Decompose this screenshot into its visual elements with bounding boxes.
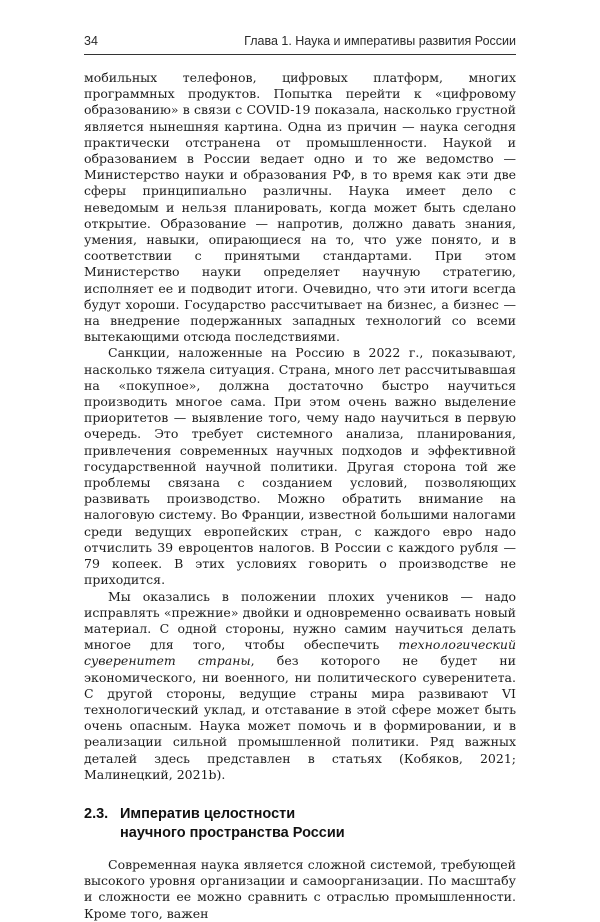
emphasized-phrase: технологический суверенитет страны (84, 637, 516, 669)
page-number: 34 (84, 34, 98, 48)
paragraph-3 (84, 589, 516, 783)
page-body (84, 70, 516, 922)
section-title-line-1: Императив целостности (120, 805, 296, 822)
chapter-title: Глава 1. Наука и императивы развития России (244, 34, 516, 48)
header-divider (84, 54, 516, 55)
section-number: 2.3. (84, 805, 109, 822)
paragraph-3-start: Мы оказались в положении плохих учеников — надо исправлять «прежние» двойки и одновременно осваивать новый материал. С одной стороны, нужно самим научиться делать многое для того, чтобы обеспечить (84, 588, 516, 653)
paragraph-1: мобильных телефонов, цифровых платформ, многих программных продуктов. Попытка перейти к «цифровому образованию» в связи с COVID-19 показала, насколько грустной является нынешняя картина. Одна из причин — наука сегодня практически отстранена от промышленности. Наукой и образованием в России ведает одно и то же ведомство — Министерство науки и образования РФ, в то время как эти две сферы принципиально различны. Наука имеет дело с неведомым и нельзя планировать, когда может быть сделано открытие. Образование — напротив, должно давать знания, умения, навыки, опирающиеся на то, что уже понято, и в соответствии с принятыми стандартами. При этом Министерство науки определяет научную стратегию, исполняет ее и подводит итоги. Очевидно, что эти итоги всегда будут хороши. Государство рассчитывает на бизнес, а бизнес — на внедрение подержанных западных технологий со всеми вытекающими отсюда последствиями. (84, 70, 516, 345)
section-title-line-2: научного пространства России (120, 824, 345, 841)
section-heading (84, 805, 516, 843)
paragraph-4: Современная наука является сложной системой, требующей высокого уровня организации и самоорганизации. По масштабу и сложности ее можно сравнить с отраслью промышленности. Кроме того, важен (84, 856, 516, 921)
paragraph-2: Санкции, наложенные на Россию в 2022 г., показывают, насколько тяжела ситуация. Страна, много лет рассчитывавшая на «покупное», должна достаточно быстро научиться производить многое сама. При этом очень важно выделение приоритетов — выявление того, чему надо научиться в первую очередь. Это требует системного анализа, планирования, привлечения современных научных подходов и эффективной государственной научной политики. Другая сторона той же проблемы связана с созданием условий, позволяющих развивать производство. Можно обратить внимание на налоговую систему. Во Франции, известной большими налогами среди ведущих европейских стран, с каждого евро надо отчислить 39 евроцентов налогов. В России с каждого рубля — 79 копеек. В этих условиях говорить о производстве не приходится. (84, 345, 516, 588)
paragraph-3-end: , без которого не будет ни экономического, ни военного, ни политического суверенитета. С другой стороны, ведущие страны мира развивают VI технологический уклад, и отставание в этой сфере может быть очень опасным. Наука может помочь и в формировании, и в реализации сильной промышленной политики. Ряд важных деталей здесь представлен в статьях (Кобяков, 2021; Малинецкий, 2021b). (84, 653, 516, 782)
